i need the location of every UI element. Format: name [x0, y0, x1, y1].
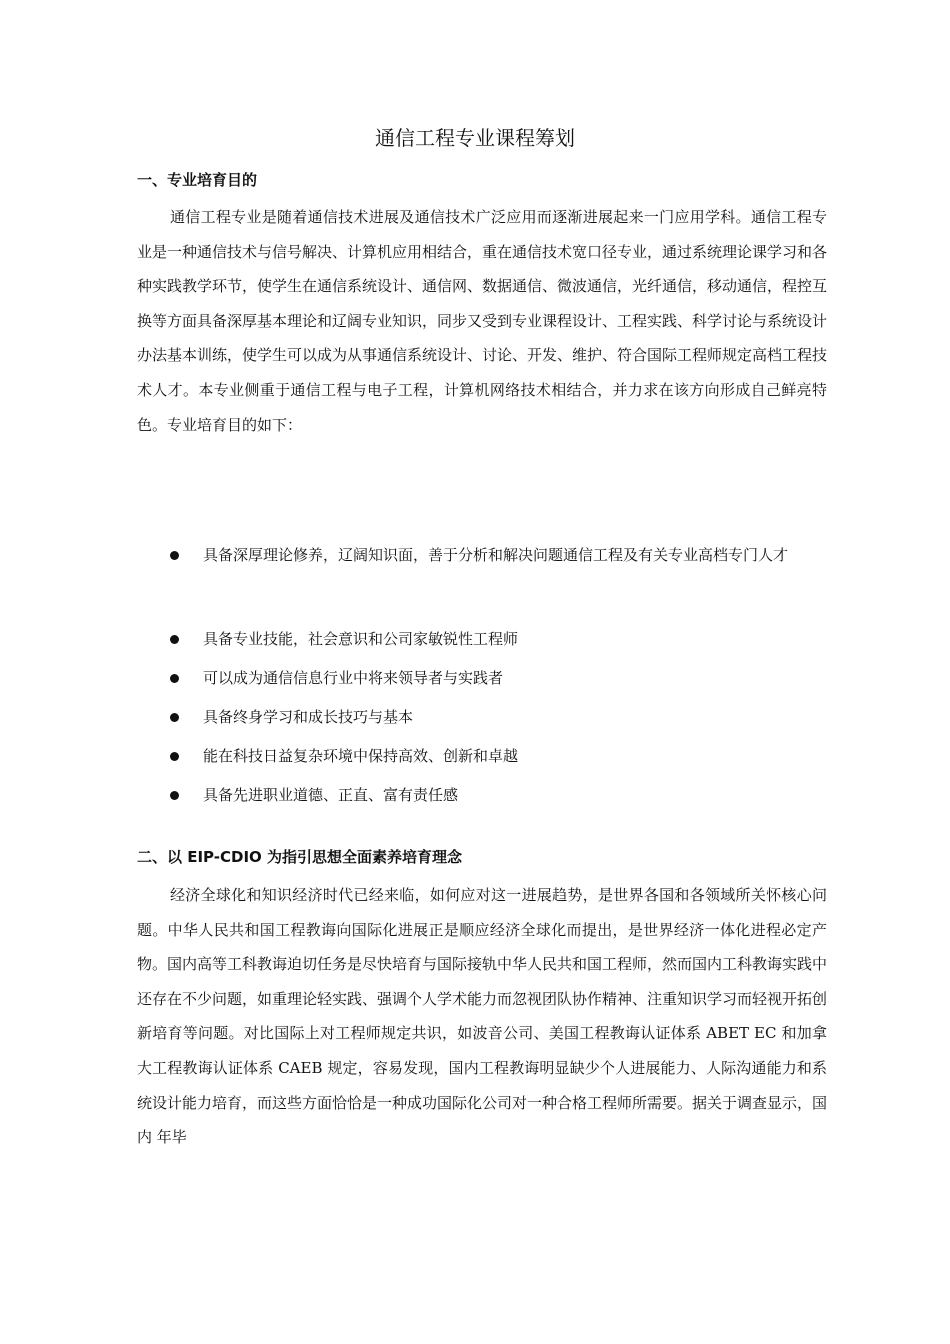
bullet-text: 能在科技日益复杂环境中保持高效、创新和卓越	[203, 747, 519, 765]
list-item	[0, 741, 950, 771]
bullet-text: 具备专业技能，社会意识和公司家敏锐性工程师	[203, 630, 519, 648]
list-item	[0, 540, 950, 570]
bullet-dot-icon	[170, 752, 179, 761]
section-heading-objectives: 一、专业培育目的	[137, 171, 258, 189]
bullet-dot-icon	[170, 713, 179, 722]
list-item	[0, 702, 950, 732]
section-heading-eip-cdio: 二、以 EIP-CDIO 为指引思想全面素养培育理念	[137, 848, 463, 866]
bullet-dot-icon	[170, 551, 179, 560]
document-title: 通信工程专业课程筹划	[375, 126, 575, 150]
bullet-text: 具备深厚理论修养，辽阔知识面，善于分析和解决问题通信工程及有关专业高档专门人才	[203, 546, 789, 564]
section-paragraph-objectives: 通信工程专业是随着通信技术进展及通信技术广泛应用而逐渐进展起来一门应用学科。通信工程专业是一种通信技术与信号解决、计算机应用相结合，重在通信技术宽口径专业，通过系统理论课学习和各种实践教学环节，使学生在通信系统设计、通信网、数据通信、微波通信，光纤通信，移动通信，程控互换等方面具备深厚基本理论和辽阔专业知识，同步又受到专业课程设计、工程实践、科学讨论与系统设计办法基本训练，使学生可以成为从事通信系统设计、讨论、开发、维护、符合国际工程师规定高档工程技术人才。本专业侧重于通信工程与电子工程，计算机网络技术相结合，并力求在该方向形成自己鲜亮特色。专业培育目的如下：	[137, 208, 828, 434]
list-item	[0, 624, 950, 654]
bullet-dot-icon	[170, 674, 179, 683]
section-paragraph-eip-cdio: 经济全球化和知识经济时代已经来临，如何应对这一进展趋势，是世界各国和各领域所关怀核心问题。中华人民共和国工程教诲向国际化进展正是顺应经济全球化而提出，是世界经济一体化进程必定产物。国内高等工科教诲迫切任务是尽快培育与国际接轨中华人民共和国工程师，然而国内工科教诲实践中还存在不少问题，如重理论轻实践、强调个人学术能力而忽视团队协作精神、注重知识学习而轻视开拓创新培育等问题。对比国际上对工程师规定共识，如波音公司、美国工程教诲认证体系 ABET EC 和加拿大工程教诲认证体系 CAEB 规定，容易发现，国内工程教诲明显缺少个人进展能力、人际沟通能力和系统设计能力培育，而这些方面恰恰是一种成功国际化公司对一种合格工程师所需要。据关于调查显示，国内 年毕	[137, 886, 828, 1147]
bullet-dot-icon	[170, 791, 179, 800]
bullet-dot-icon	[170, 635, 179, 644]
list-item	[0, 780, 950, 810]
bullet-text: 具备终身学习和成长技巧与基本	[203, 708, 414, 726]
bullet-text: 可以成为通信信息行业中将来领导者与实践者	[203, 669, 504, 687]
list-item	[0, 663, 950, 693]
bullet-text: 具备先进职业道德、正直、富有责任感	[203, 786, 459, 804]
